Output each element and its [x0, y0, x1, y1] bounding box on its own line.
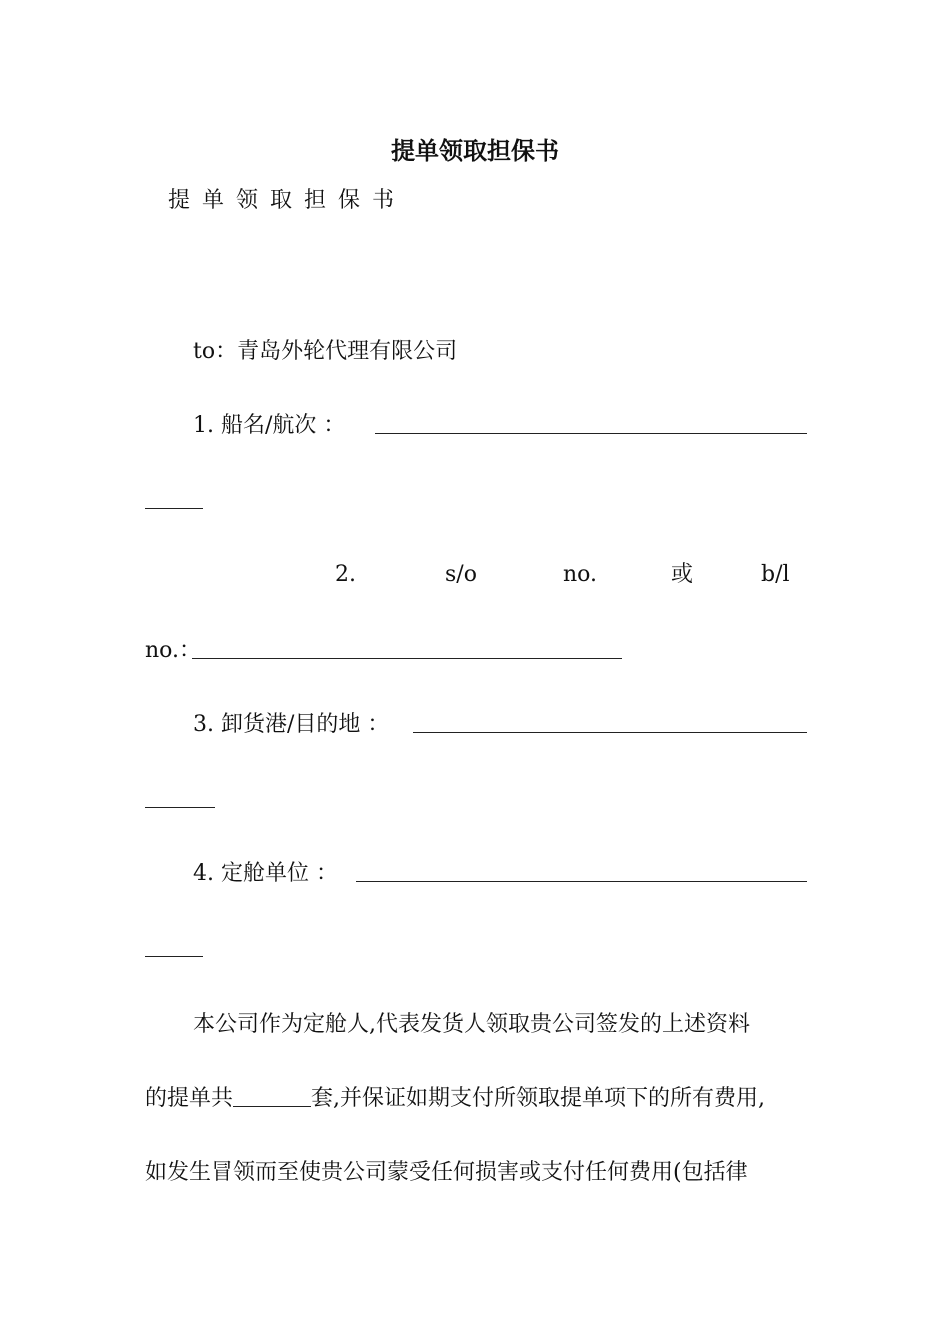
document-title: 提单领取担保书: [391, 136, 559, 165]
paragraph-line: 本公司作为定舱人,代表发货人领取贵公司签发的上述资料: [193, 1012, 750, 1037]
item2-word: 或: [671, 562, 694, 587]
recipient-line: to：青岛外轮代理有限公司: [193, 339, 458, 364]
port-destination-blank[interactable]: [413, 710, 807, 733]
item3-label: 3. 卸货港/目的地 ：: [193, 712, 390, 737]
paragraph-text: 套,并保证如期支付所领取提单项下的所有费用,: [311, 1086, 766, 1111]
so-bl-number-blank[interactable]: [192, 636, 622, 659]
item2-word: b/l: [761, 562, 790, 587]
item2-word: 2.: [335, 562, 356, 587]
item2-word: s/o: [445, 562, 477, 587]
item2-cont-label: no.：: [145, 638, 202, 663]
vessel-voyage-blank[interactable]: [375, 411, 807, 434]
booking-party-blank[interactable]: [356, 859, 807, 882]
item1-label: 1. 船名/航次 ：: [193, 413, 346, 438]
copies-count-blank[interactable]: [233, 1084, 311, 1107]
paragraph-line: 如发生冒领而至使贵公司蒙受任何损害或支付任何费用(包括律: [145, 1160, 748, 1185]
vessel-voyage-blank-cont[interactable]: [145, 486, 203, 509]
booking-party-blank-cont[interactable]: [145, 934, 203, 957]
paragraph-text: 的提单共: [145, 1086, 234, 1111]
document-subtitle: 提单领取担保书: [168, 188, 407, 213]
paragraph-line: [145, 1084, 765, 1114]
item2-word: no.: [563, 562, 598, 587]
item4-label: 4. 定舱单位 ：: [193, 861, 338, 886]
port-destination-blank-cont[interactable]: [145, 785, 215, 808]
item2-label-row: [145, 560, 807, 590]
